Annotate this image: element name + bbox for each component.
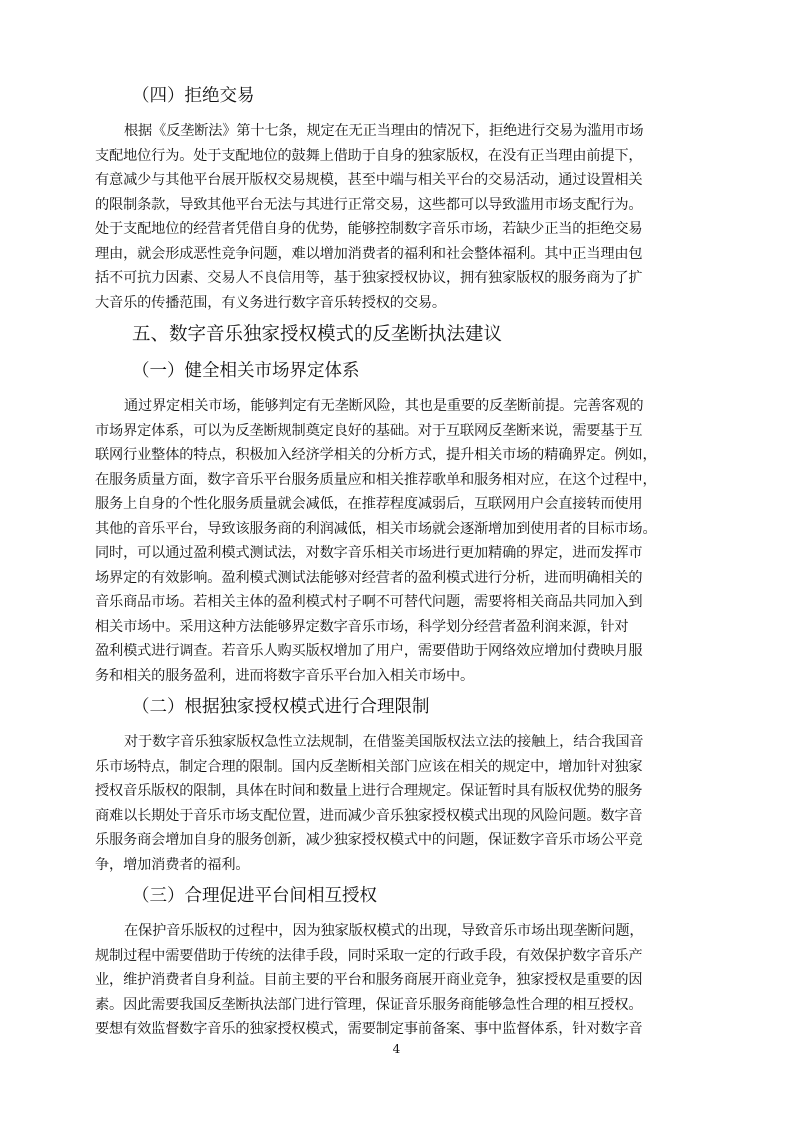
text-line: 其他的音乐平台，导致该服务商的利润减低，相关市场就会逐渐增加到使用者的目标市场。 <box>95 520 657 537</box>
text-line: 在保护音乐版权的过程中，因为独家版权模式的出现，导致音乐市场出现垄断问题， <box>124 923 644 939</box>
text-line: 务和相关的服务盈利，进而将数字音乐平台加入相关市场中。 <box>95 667 475 684</box>
text-line: 商难以长期处于音乐市场支配位置，进而减少音乐独家授权模式出现的风险问题。数字音 <box>95 807 643 824</box>
text-line: 支配地位行为。处于支配地位的鼓舞上借助于自身的独家版权，在没有正当理由前提下， <box>95 147 643 164</box>
text-line: 同时，可以通过盈利模式测试法，对数字音乐相关市场进行更加精确的界定，进而发挥市 <box>95 545 643 561</box>
text-line: 相关市场中。采用这种方法能够界定数字音乐市场，科学划分经营者盈利润来源，针对 <box>95 618 629 635</box>
text-line: 对于数字音乐独家版权急性立法规制，在借鉴美国版权法立法的接触上，结合我国音 <box>124 734 644 750</box>
subsection-heading: （三）合理促进平台间相互授权 <box>132 886 377 906</box>
text-line: 处于支配地位的经营者凭借自身的优势，能够控制数字音乐市场，若缺少正当的拒绝交易 <box>95 221 643 237</box>
paragraph <box>95 394 714 688</box>
text-line: 联网行业整体的特点，积极加入经济学相关的分析方式，提升相关市场的精确界定。例如， <box>95 447 657 463</box>
text-line: 根据《反垄断法》第十七条，规定在无正当理由的情况下，拒绝进行交易为滥用市场 <box>124 123 644 139</box>
text-line: 括不可抗力因素、交易人不良信用等，基于独家授权协议，拥有独家版权的服务商为了扩 <box>95 270 643 286</box>
text-line: 大音乐的传播范围，有义务进行数字音乐转授权的交易。 <box>95 294 446 311</box>
text-line: 市场界定体系，可以为反垄断规制奠定良好的基础。对于互联网反垄断来说，需要基于互 <box>95 422 643 439</box>
text-line: 服务上自身的个性化服务质量就会减低，在推荐程度减弱后，互联网用户会直接转而使用 <box>95 496 643 512</box>
page-number: 4 <box>392 1042 401 1056</box>
text-line: 规制过程中需要借助于传统的法律手段，同时采取一定的行政手段，有效保护数字音乐产 <box>95 947 643 964</box>
text-line: 音乐商品市场。若相关主体的盈利模式村子啊不可替代问题，需要将相关商品共同加入到 <box>95 594 643 610</box>
text-line: 授权音乐版权的限制，具体在时间和数量上进行合理规定。保证暂时具有版权优势的服务 <box>95 783 643 799</box>
text-line: 乐市场特点，制定合理的限制。国内反垄断相关部门应该在相关的规定中，增加针对独家 <box>95 758 643 775</box>
section-heading: 五、数字音乐独家授权模式的反垄断执法建议 <box>132 324 503 345</box>
subsection-heading: （一）健全相关市场界定体系 <box>132 361 360 381</box>
text-line: 争，增加消费者的福利。 <box>95 856 250 873</box>
text-line: 要想有效监督数字音乐的独家授权模式，需要制定事前备案、事中监督体系，针对数字音 <box>95 1021 643 1037</box>
text-line: 在服务质量方面，数字音乐平台服务质量应和相关推荐歌单和服务相对应，在这个过程中， <box>95 471 657 488</box>
document-body <box>95 83 714 1048</box>
text-line: 盈利模式进行调查。若音乐人购买版权增加了用户，需要借助于网络效应增加付费映月服 <box>95 643 643 659</box>
paragraph <box>95 919 714 1042</box>
text-line: 通过界定相关市场，能够判定有无垄断风险，其也是重要的反垄断前提。完善客观的 <box>124 398 644 414</box>
paragraph <box>95 119 714 315</box>
text-line: 的限制条款，导致其他平台无法与其进行正常交易，这些都可以导致滥用市场支配行为。 <box>95 196 643 213</box>
text-line: 乐服务商会增加自身的服务创新，减少独家授权模式中的问题，保证数字音乐市场公平竞 <box>95 832 643 848</box>
paragraph <box>95 730 714 877</box>
subsection-heading: （四）拒绝交易 <box>132 86 255 106</box>
text-line: 有意减少与其他平台展开版权交易规模，甚至中端与相关平台的交易活动，通过设置相关 <box>95 172 643 188</box>
text-line: 业，维护消费者自身利益。目前主要的平台和服务商展开商业竞争，独家授权是重要的因 <box>95 972 643 988</box>
text-line: 素。因此需要我国反垄断执法部门进行管理，保证音乐服务商能够急性合理的相互授权。 <box>95 996 643 1013</box>
subsection-heading: （二）根据独家授权模式进行合理限制 <box>132 697 430 717</box>
text-line: 理由，就会形成恶性竞争问题，难以增加消费者的福利和社会整体福利。其中正当理由包 <box>95 245 643 262</box>
text-line: 场界定的有效影响。盈利模式测试法能够对经营者的盈利模式进行分析，进而明确相关的 <box>95 569 643 586</box>
